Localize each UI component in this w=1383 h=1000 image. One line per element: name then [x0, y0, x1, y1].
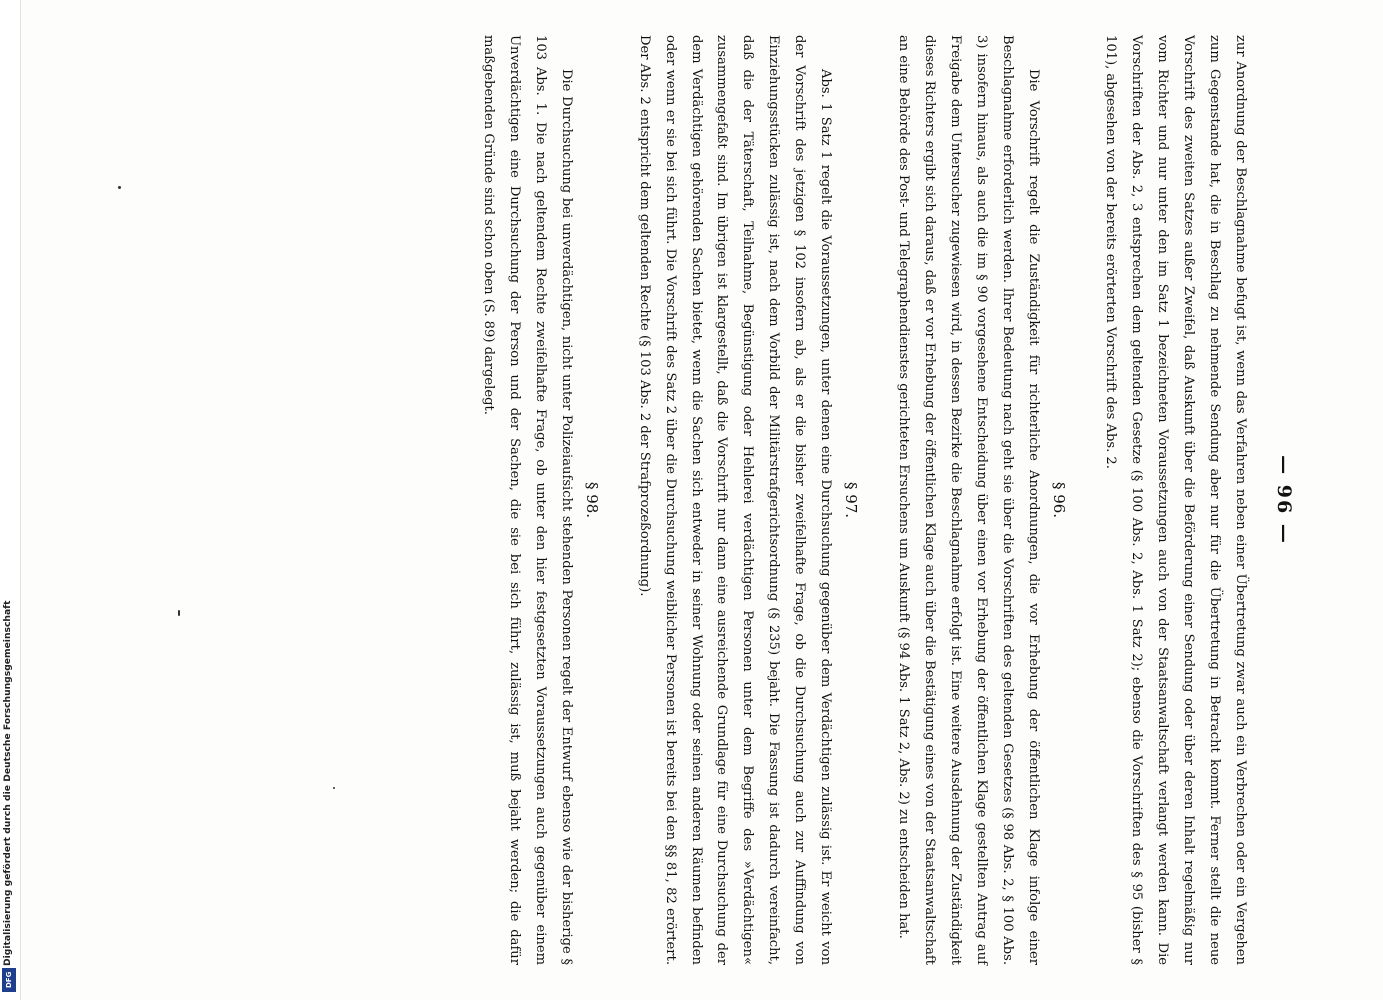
- section-heading: § 97.: [842, 481, 861, 519]
- section-heading: § 96.: [1049, 481, 1068, 519]
- rotated-text-frame: [185, 35, 1295, 965]
- page-number: — 96 —: [1273, 455, 1295, 545]
- paragraph: Abs. 1 Satz 1 regelt die Voraussetzungen, unter denen eine Durchsuchung gegenüber dem Verdächtigen zulässig ist. Er weicht von der Vorschrift des jetzigen § 102 insofern ab, als er die bisher zweifelhafte Frage, ob die Durchsuchung auch zur Auffindung von Einziehungsstücken zulässig ist, nach dem Vorbild der Militärstrafgerichtsordnung (§ 235) bejaht. Die Fassung ist dadurch vereinfacht, daß die der Täterschaft, Teilnahme, Begünstigung oder Hehlerei verdächtigen Personen unter dem Begriffe des »Verdächtigen« zusammengefaßt sind. Im übrigen ist klargestellt, daß die Vorschrift nur dann eine ausreichende Grundlage für eine Durchsuchung der dem Verdächtigen gehörenden Sachen bietet, wenn die Sachen sich entweder in seiner Wohnung oder seinen anderen Räumen befinden oder wenn er sie bei sich führt. Die Vorschrift des Satz 2 über die Durchsuchung weiblicher Personen ist bereits bei den §§ 81, 82 erörtert. Der Abs. 2 entspricht dem geltenden Rechte (§ 103 Abs. 2 der Strafprozeßordnung).: [636, 35, 834, 965]
- dfg-logo: DFG: [2, 968, 16, 992]
- paragraph: zur Anordnung der Beschlagnahme befugt ist, wenn das Verfahren neben einer Übertretung zwar auch ein Verbrechen oder ein Vergehen zum Gegenstande hat, die in Beschlag zu nehmende Sendung aber nur für die Übertretung in Betracht kommt. Ferner stellt die neue Vorschrift des zweiten Satzes außer Zweifel, daß Auskunft über die Beförderung einer Sendung oder über deren Inhalt regelmäßig nur vom Richter und nur unter den im Satz 1 bezeichneten Voraussetzungen auch von der Staatsanwaltschaft verlangt werden kann. Die Vorschriften der Abs. 2, 3 entsprechen dem geltenden Gesetze (§ 100 Abs. 2, Abs. 1 Satz 2); ebenso die Vorschriften des § 95 (bisher § 101), abgesehen von der bereits erörterten Vorschrift des Abs. 2.: [1103, 35, 1248, 965]
- section-heading: § 98.: [582, 481, 601, 519]
- paragraph: Die Vorschrift regelt die Zuständigkeit für richterliche Anordnungen, die vor Erhebung der öffentlichen Klage infolge einer Beschlagnahme erforderlich werden. Ihrer Bedeutung nach geht sie über die Vorschriften des geltenden Gesetzes (§ 98 Abs. 2, § 100 Abs. 3) insofern hinaus, als auch die im § 90 vorgesehene Entscheidung über einen vor Erhebung der öffentlichen Klage gestellten Antrag auf Freigabe dem Untersucher zugewiesen wird, in dessen Bezirke die Beschlagnahme erfolgt ist. Eine weitere Ausdehnung der Zuständigkeit dieses Richters ergibt sich daraus, daß er vor Erhebung der öffentlichen Klage auch über die Bestätigung eines von der Staatsanwaltschaft an eine Behörde des Post- und Telegraphendienstes gerichteten Ersuchens um Auskunft (§ 94 Abs. 1 Satz 2, Abs. 2) zu entscheiden hat.: [896, 35, 1041, 965]
- digitization-sidebar: [0, 0, 21, 1000]
- paragraph: Die Durchsuchung bei unverdächtigen, nicht unter Polizeiaufsicht stehenden Personen regelt der Entwurf ebenso wie der bisherige § 103 Abs. 1. Die nach geltendem Rechte zweifelhafte Frage, ob unter den hier festgesetzten Voraussetzungen auch gegenüber einem Unverdächtigen eine Durchsuchung der Person und der Sachen, die sie bei sich führt, zulässig ist, muß bejaht werden; die dafür maßgebenden Gründe sind schon oben (S. 89) dargelegt.: [481, 35, 574, 965]
- page-body: [475, 35, 1253, 965]
- digitization-credit: Digitalisierung gefördert durch die Deutsche Forschungsgemeinschaft: [2, 600, 13, 966]
- scan-speck: [118, 186, 121, 189]
- scan-speck: [333, 787, 335, 789]
- scan-speck: [178, 610, 180, 616]
